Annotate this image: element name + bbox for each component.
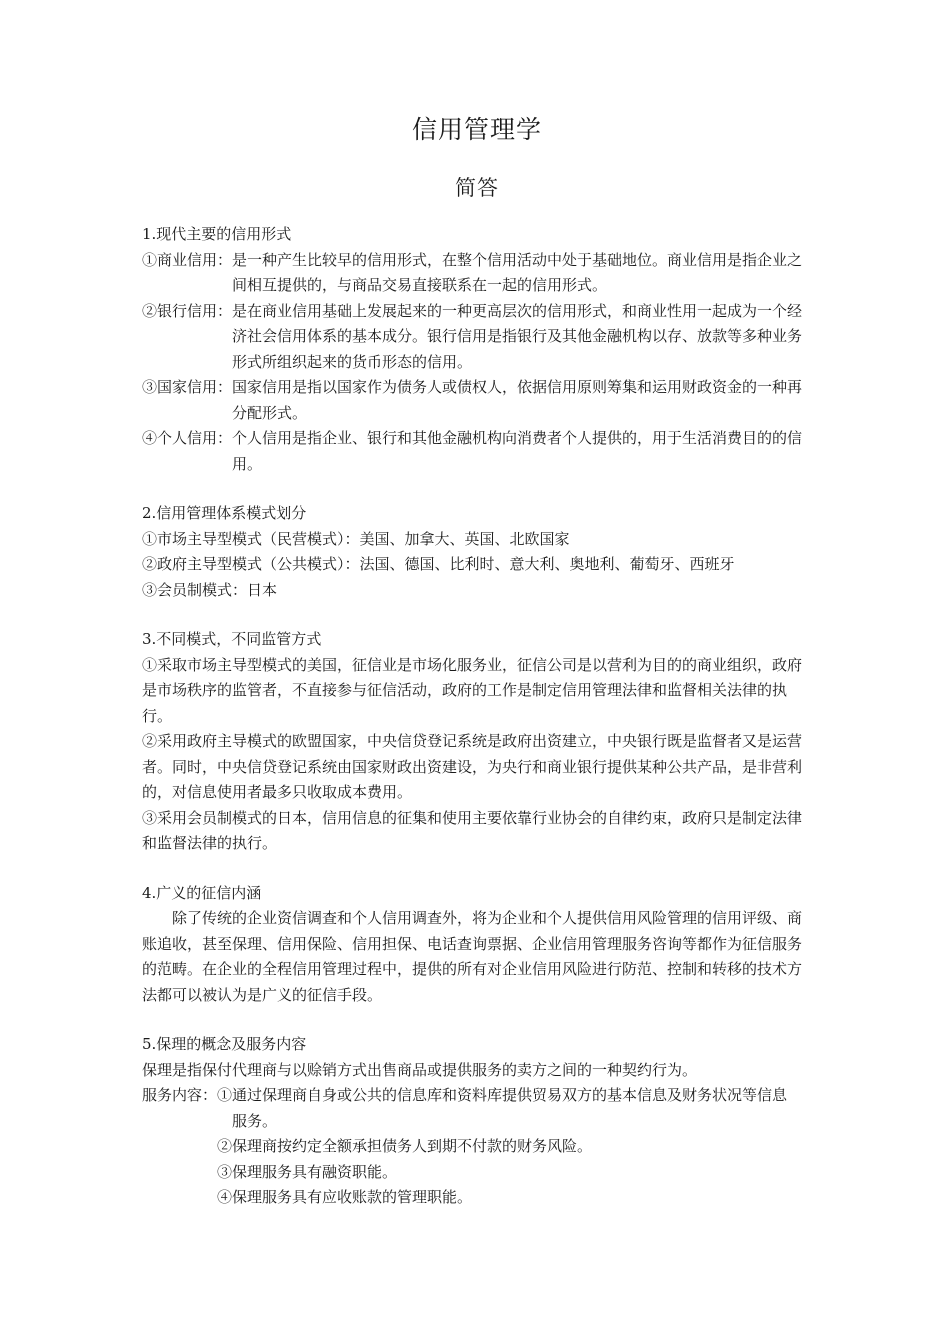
section-heading: 5.保理的概念及服务内容 bbox=[142, 1035, 307, 1053]
definition-item bbox=[142, 248, 812, 299]
list-item: ①市场主导型模式（民营模式）：美国、加拿大、英国、北欧国家 bbox=[142, 529, 570, 548]
section-management-models bbox=[142, 501, 812, 603]
definition-text: 是一种产生比较早的信用形式，在整个信用活动中处于基础地位。商业信用是指企业之间相互提供的，与商品交易直接联系在一起的信用形式。 bbox=[232, 250, 803, 294]
section-heading: 3.不同模式，不同监管方式 bbox=[142, 630, 322, 648]
paragraph: ①采取市场主导型模式的美国，征信业是市场化服务业，征信公司是以营利为目的的商业组织，政府是市场秩序的监管者，不直接参与征信活动，政府的工作是制定信用管理法律和监督相关法律的执行。 bbox=[142, 655, 803, 725]
paragraph: 保理是指保付代理商与以赊销方式出售商品或提供服务的卖方之间的一种契约行为。 bbox=[142, 1060, 698, 1079]
definition-item bbox=[142, 426, 812, 477]
definition-term: ③国家信用： bbox=[142, 378, 233, 396]
list-item: ③保理服务具有融资职能。 bbox=[217, 1162, 398, 1181]
section-heading: 2.信用管理体系模式划分 bbox=[142, 504, 307, 522]
paragraph: ③采用会员制模式的日本，信用信息的征集和使用主要依靠行业协会的自律约束，政府只是制定法律和监督法律的执行。 bbox=[142, 808, 803, 852]
section-factoring bbox=[142, 1032, 812, 1211]
service-list bbox=[142, 1083, 812, 1211]
section-heading: 4.广义的征信内涵 bbox=[142, 883, 262, 902]
definition-item bbox=[142, 299, 812, 376]
list-item: ①通过保理商自身或公共的信息库和资料库提供贸易双方的基本信息及财务状况等信息服务。 bbox=[217, 1086, 788, 1130]
section-credit-reporting bbox=[142, 881, 812, 1009]
definition-text: 国家信用是指以国家作为债务人或债权人，依据信用原则筹集和运用财政资金的一种再分配形式。 bbox=[232, 378, 803, 422]
section-credit-forms bbox=[142, 222, 812, 477]
paragraph: 除了传统的企业资信调查和个人信用调查外，将为企业和个人提供信用风险管理的信用评级、商账追收，甚至保理、信用保险、信用担保、电话查询票据、企业信用管理服务咨询等都作为征信服务的范畴。在企业的全程信用管理过程中，提供的所有对企业信用风险进行防范、控制和转移的技术方法都可以被认为是广义的征信手段。 bbox=[142, 909, 803, 1004]
list-item: ②政府主导型模式（公共模式）：法国、德国、比利时、意大利、奥地利、葡萄牙、西班牙 bbox=[142, 555, 735, 573]
service-items bbox=[217, 1083, 812, 1211]
section-heading: 1.现代主要的信用形式 bbox=[142, 225, 292, 243]
section-supervision bbox=[142, 627, 812, 857]
list-item: ②保理商按约定全额承担债务人到期不付款的财务风险。 bbox=[217, 1137, 593, 1155]
list-item: ③会员制模式：日本 bbox=[142, 580, 278, 599]
service-label: 服务内容： bbox=[142, 1086, 218, 1104]
definition-term: ①商业信用： bbox=[142, 250, 233, 269]
paragraph: ②采用政府主导模式的欧盟国家，中央信贷登记系统是政府出资建立，中央银行既是监督者又是运营者。同时，中央信贷登记系统由国家财政出资建设，为央行和商业银行提供某种公共产品，是非营利的，对信息使用者最多只收取成本费用。 bbox=[142, 732, 803, 801]
definition-text: 个人信用是指企业、银行和其他金融机构向消费者个人提供的，用于生活消费目的的信用。 bbox=[232, 429, 803, 473]
document-subtitle: 简答 bbox=[455, 176, 499, 200]
document-page bbox=[142, 110, 812, 1235]
definition-term: ④个人信用： bbox=[142, 429, 233, 447]
definition-text: 是在商业信用基础上发展起来的一种更高层次的信用形式，和商业性用一起成为一个经济社会信用体系的基本成分。银行信用是指银行及其他金融机构以存、放款等多种业务形式所组织起来的货币形态的信用。 bbox=[232, 301, 803, 371]
definition-item bbox=[142, 375, 812, 426]
list-item: ④保理服务具有应收账款的管理职能。 bbox=[217, 1188, 473, 1206]
document-title: 信用管理学 bbox=[411, 115, 542, 144]
definition-term: ②银行信用： bbox=[142, 301, 233, 320]
